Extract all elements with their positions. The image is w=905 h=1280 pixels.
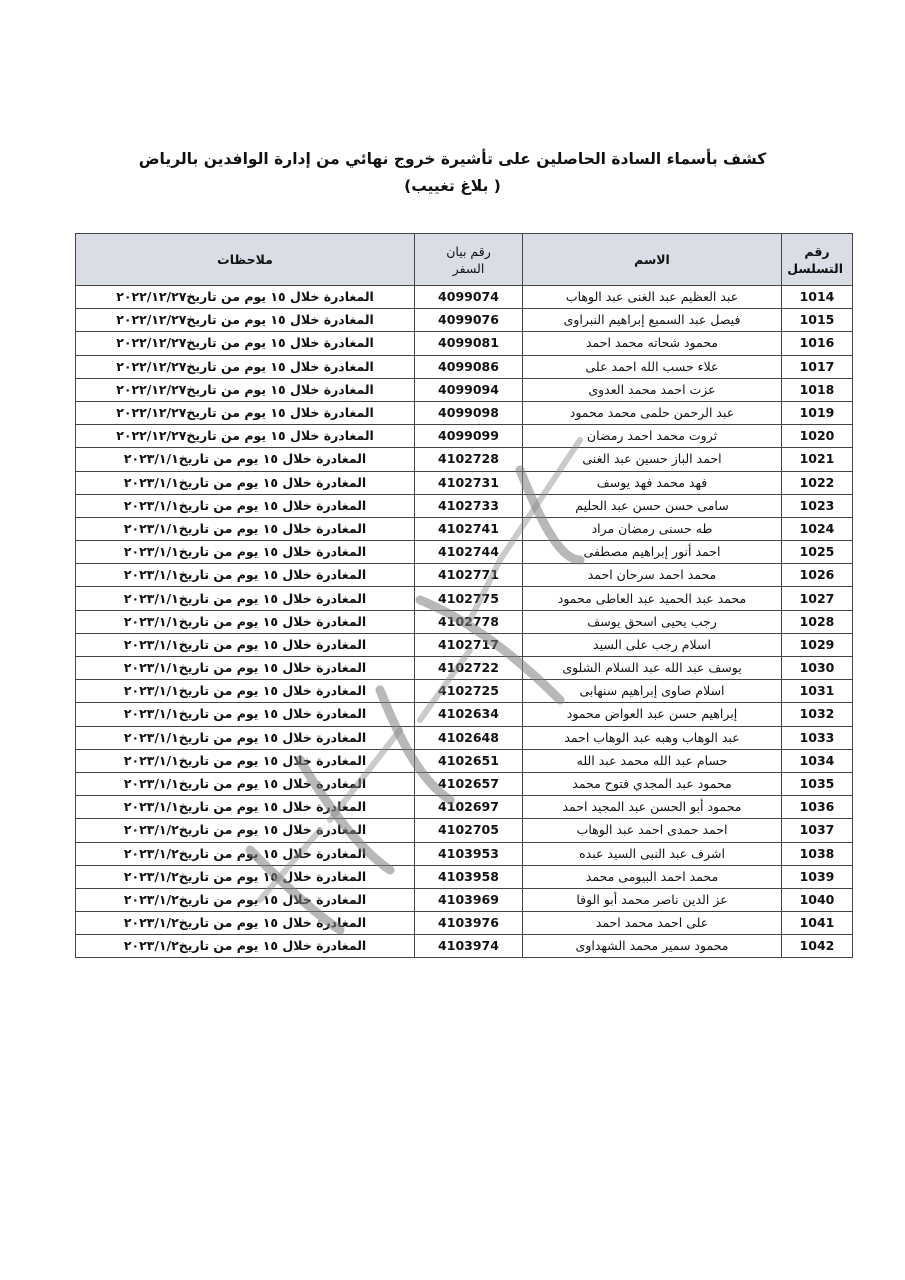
cell-serial: 1036: [782, 796, 853, 819]
cell-name: عبد الوهاب وهبه عبد الوهاب احمد: [523, 726, 782, 749]
cell-serial: 1030: [782, 657, 853, 680]
cell-doc: 4102741: [415, 517, 523, 540]
cell-serial: 1029: [782, 633, 853, 656]
cell-note: المغادرة خلال ١٥ يوم من تاريخ٢٠٢٣/١/١: [76, 471, 415, 494]
cell-note: المغادرة خلال ١٥ يوم من تاريخ٢٠٢٢/١٢/٢٧: [76, 378, 415, 401]
header-serial-label: رقم التسلسل: [787, 243, 843, 276]
cell-serial: 1041: [782, 912, 853, 935]
cell-name: احمد حمدى احمد عبد الوهاب: [523, 819, 782, 842]
cell-serial: 1031: [782, 680, 853, 703]
cell-doc: 4102778: [415, 610, 523, 633]
cell-serial: 1037: [782, 819, 853, 842]
table-row: [76, 865, 853, 888]
cell-name: محمود شحاته محمد احمد: [523, 332, 782, 355]
cell-serial: 1014: [782, 286, 853, 309]
table-row: [76, 912, 853, 935]
cell-doc: 4103974: [415, 935, 523, 958]
cell-serial: 1017: [782, 355, 853, 378]
cell-doc: 4102697: [415, 796, 523, 819]
cell-serial: 1022: [782, 471, 853, 494]
table-row: [76, 888, 853, 911]
cell-name: فهد محمد فهد يوسف: [523, 471, 782, 494]
cell-serial: 1019: [782, 401, 853, 424]
cell-doc: 4099076: [415, 309, 523, 332]
cell-doc: 4102771: [415, 564, 523, 587]
cell-note: المغادرة خلال ١٥ يوم من تاريخ٢٠٢٣/١/١: [76, 796, 415, 819]
cell-doc: 4102728: [415, 448, 523, 471]
table-row: [76, 425, 853, 448]
cell-note: المغادرة خلال ١٥ يوم من تاريخ٢٠٢٣/١/٢: [76, 865, 415, 888]
cell-note: المغادرة خلال ١٥ يوم من تاريخ٢٠٢٣/١/١: [76, 517, 415, 540]
table-row: [76, 842, 853, 865]
cell-doc: 4103958: [415, 865, 523, 888]
cell-note: المغادرة خلال ١٥ يوم من تاريخ٢٠٢٣/١/١: [76, 633, 415, 656]
departure-list-table: [75, 233, 853, 958]
table-row: [76, 680, 853, 703]
cell-doc: 4102717: [415, 633, 523, 656]
header-doc: [415, 234, 523, 286]
cell-name: ثروت محمد احمد رمضان: [523, 425, 782, 448]
table-row: [76, 633, 853, 656]
cell-note: المغادرة خلال ١٥ يوم من تاريخ٢٠٢٢/١٢/٢٧: [76, 332, 415, 355]
cell-serial: 1033: [782, 726, 853, 749]
cell-doc: 4103969: [415, 888, 523, 911]
cell-doc: 4102733: [415, 494, 523, 517]
cell-note: المغادرة خلال ١٥ يوم من تاريخ٢٠٢٣/١/١: [76, 749, 415, 772]
cell-doc: 4102705: [415, 819, 523, 842]
cell-name: رجب يحيى اسحق يوسف: [523, 610, 782, 633]
cell-serial: 1035: [782, 772, 853, 795]
cell-name: محمد احمد سرحان احمد: [523, 564, 782, 587]
header-row: [76, 234, 853, 286]
cell-note: المغادرة خلال ١٥ يوم من تاريخ٢٠٢٣/١/١: [76, 680, 415, 703]
table-row: [76, 587, 853, 610]
cell-serial: 1025: [782, 541, 853, 564]
cell-serial: 1021: [782, 448, 853, 471]
cell-serial: 1034: [782, 749, 853, 772]
cell-note: المغادرة خلال ١٥ يوم من تاريخ٢٠٢٣/١/٢: [76, 888, 415, 911]
cell-note: المغادرة خلال ١٥ يوم من تاريخ٢٠٢٣/١/١: [76, 610, 415, 633]
cell-serial: 1026: [782, 564, 853, 587]
cell-name: يوسف عبد الله عبد السلام الشلوى: [523, 657, 782, 680]
table-row: [76, 610, 853, 633]
cell-note: المغادرة خلال ١٥ يوم من تاريخ٢٠٢٢/١٢/٢٧: [76, 401, 415, 424]
cell-note: المغادرة خلال ١٥ يوم من تاريخ٢٠٢٣/١/٢: [76, 912, 415, 935]
document-subtitle: ( بلاغ تغييب): [404, 177, 501, 195]
cell-serial: 1028: [782, 610, 853, 633]
cell-doc: 4102722: [415, 657, 523, 680]
cell-serial: 1040: [782, 888, 853, 911]
cell-doc: 4102775: [415, 587, 523, 610]
table-row: [76, 448, 853, 471]
cell-name: اسلام رجب على السيد: [523, 633, 782, 656]
cell-name: طه حسنى رمضان مراد: [523, 517, 782, 540]
table-row: [76, 657, 853, 680]
cell-name: على احمد محمد احمد: [523, 912, 782, 935]
cell-note: المغادرة خلال ١٥ يوم من تاريخ٢٠٢٣/١/١: [76, 726, 415, 749]
cell-serial: 1018: [782, 378, 853, 401]
cell-name: سامى حسن حسن عبد الحليم: [523, 494, 782, 517]
cell-note: المغادرة خلال ١٥ يوم من تاريخ٢٠٢٣/١/١: [76, 541, 415, 564]
cell-serial: 1032: [782, 703, 853, 726]
cell-serial: 1023: [782, 494, 853, 517]
cell-note: المغادرة خلال ١٥ يوم من تاريخ٢٠٢٢/١٢/٢٧: [76, 425, 415, 448]
cell-doc: 4099099: [415, 425, 523, 448]
cell-note: المغادرة خلال ١٥ يوم من تاريخ٢٠٢٣/١/١: [76, 587, 415, 610]
table-row: [76, 564, 853, 587]
cell-name: محمود أبو الحسن عبد المجيد احمد: [523, 796, 782, 819]
cell-doc: 4099074: [415, 286, 523, 309]
cell-doc: 4102731: [415, 471, 523, 494]
table-row: [76, 401, 853, 424]
cell-note: المغادرة خلال ١٥ يوم من تاريخ٢٠٢٣/١/١: [76, 772, 415, 795]
table-row: [76, 286, 853, 309]
cell-serial: 1027: [782, 587, 853, 610]
cell-serial: 1039: [782, 865, 853, 888]
table-body: [76, 286, 853, 958]
cell-serial: 1015: [782, 309, 853, 332]
table-row: [76, 935, 853, 958]
table-row: [76, 819, 853, 842]
cell-serial: 1042: [782, 935, 853, 958]
cell-name: إبراهيم حسن عبد العواض محمود: [523, 703, 782, 726]
table-header: [76, 234, 853, 286]
cell-name: عزت احمد محمد العدوى: [523, 378, 782, 401]
cell-name: عز الدين ناصر محمد أبو الوفا: [523, 888, 782, 911]
cell-name: اسلام صاوى إبراهيم سنهابى: [523, 680, 782, 703]
table-row: [76, 378, 853, 401]
cell-name: محمود سمير محمد الشهداوى: [523, 935, 782, 958]
table-row: [76, 494, 853, 517]
cell-note: المغادرة خلال ١٥ يوم من تاريخ٢٠٢٣/١/٢: [76, 819, 415, 842]
cell-doc: 4102657: [415, 772, 523, 795]
cell-name: عبد العظيم عبد الغنى عبد الوهاب: [523, 286, 782, 309]
cell-serial: 1038: [782, 842, 853, 865]
cell-name: محمود عبد المجدي فتوح محمد: [523, 772, 782, 795]
cell-name: اشرف عبد النبى السيد عبده: [523, 842, 782, 865]
cell-name: علاء حسب الله احمد على: [523, 355, 782, 378]
cell-doc: 4102744: [415, 541, 523, 564]
document-title: كشف بأسماء السادة الحاصلين على تأشيرة خروج نهائي من إدارة الوافدين بالرياض: [138, 150, 767, 168]
table-row: [76, 541, 853, 564]
cell-doc: 4099081: [415, 332, 523, 355]
cell-doc: 4102634: [415, 703, 523, 726]
header-serial: [782, 234, 853, 286]
cell-note: المغادرة خلال ١٥ يوم من تاريخ٢٠٢٣/١/٢: [76, 842, 415, 865]
cell-name: عبد الرحمن حلمى محمد محمود: [523, 401, 782, 424]
table-row: [76, 796, 853, 819]
cell-note: المغادرة خلال ١٥ يوم من تاريخ٢٠٢٣/١/١: [76, 448, 415, 471]
cell-doc: 4099086: [415, 355, 523, 378]
header-doc-label: رقم بيان السفر: [446, 243, 491, 276]
cell-note: المغادرة خلال ١٥ يوم من تاريخ٢٠٢٣/١/١: [76, 494, 415, 517]
cell-doc: 4103976: [415, 912, 523, 935]
cell-serial: 1020: [782, 425, 853, 448]
cell-note: المغادرة خلال ١٥ يوم من تاريخ٢٠٢٢/١٢/٢٧: [76, 309, 415, 332]
header-name: الاسم: [523, 234, 782, 286]
table-row: [76, 749, 853, 772]
table-row: [76, 703, 853, 726]
cell-name: محمد احمد البيومى محمد: [523, 865, 782, 888]
cell-name: احمد أنور إبراهيم مصطفى: [523, 541, 782, 564]
cell-doc: 4103953: [415, 842, 523, 865]
cell-doc: 4102651: [415, 749, 523, 772]
cell-name: محمد عبد الحميد عبد العاطى محمود: [523, 587, 782, 610]
cell-name: احمد الباز حسين عبد الغنى: [523, 448, 782, 471]
cell-name: فيصل عبد السميع إبراهيم النبراوى: [523, 309, 782, 332]
cell-note: المغادرة خلال ١٥ يوم من تاريخ٢٠٢٢/١٢/٢٧: [76, 286, 415, 309]
table-row: [76, 517, 853, 540]
cell-doc: 4099094: [415, 378, 523, 401]
cell-note: المغادرة خلال ١٥ يوم من تاريخ٢٠٢٣/١/٢: [76, 935, 415, 958]
cell-note: المغادرة خلال ١٥ يوم من تاريخ٢٠٢٣/١/١: [76, 657, 415, 680]
cell-doc: 4102725: [415, 680, 523, 703]
cell-serial: 1016: [782, 332, 853, 355]
table-row: [76, 309, 853, 332]
cell-note: المغادرة خلال ١٥ يوم من تاريخ٢٠٢٣/١/١: [76, 703, 415, 726]
table-row: [76, 355, 853, 378]
table-row: [76, 471, 853, 494]
cell-note: المغادرة خلال ١٥ يوم من تاريخ٢٠٢٣/١/١: [76, 564, 415, 587]
table-row: [76, 726, 853, 749]
cell-doc: 4099098: [415, 401, 523, 424]
cell-name: حسام عبد الله محمد عبد الله: [523, 749, 782, 772]
header-notes: ملاحظات: [76, 234, 415, 286]
table-row: [76, 332, 853, 355]
cell-note: المغادرة خلال ١٥ يوم من تاريخ٢٠٢٢/١٢/٢٧: [76, 355, 415, 378]
cell-doc: 4102648: [415, 726, 523, 749]
table-row: [76, 772, 853, 795]
cell-serial: 1024: [782, 517, 853, 540]
